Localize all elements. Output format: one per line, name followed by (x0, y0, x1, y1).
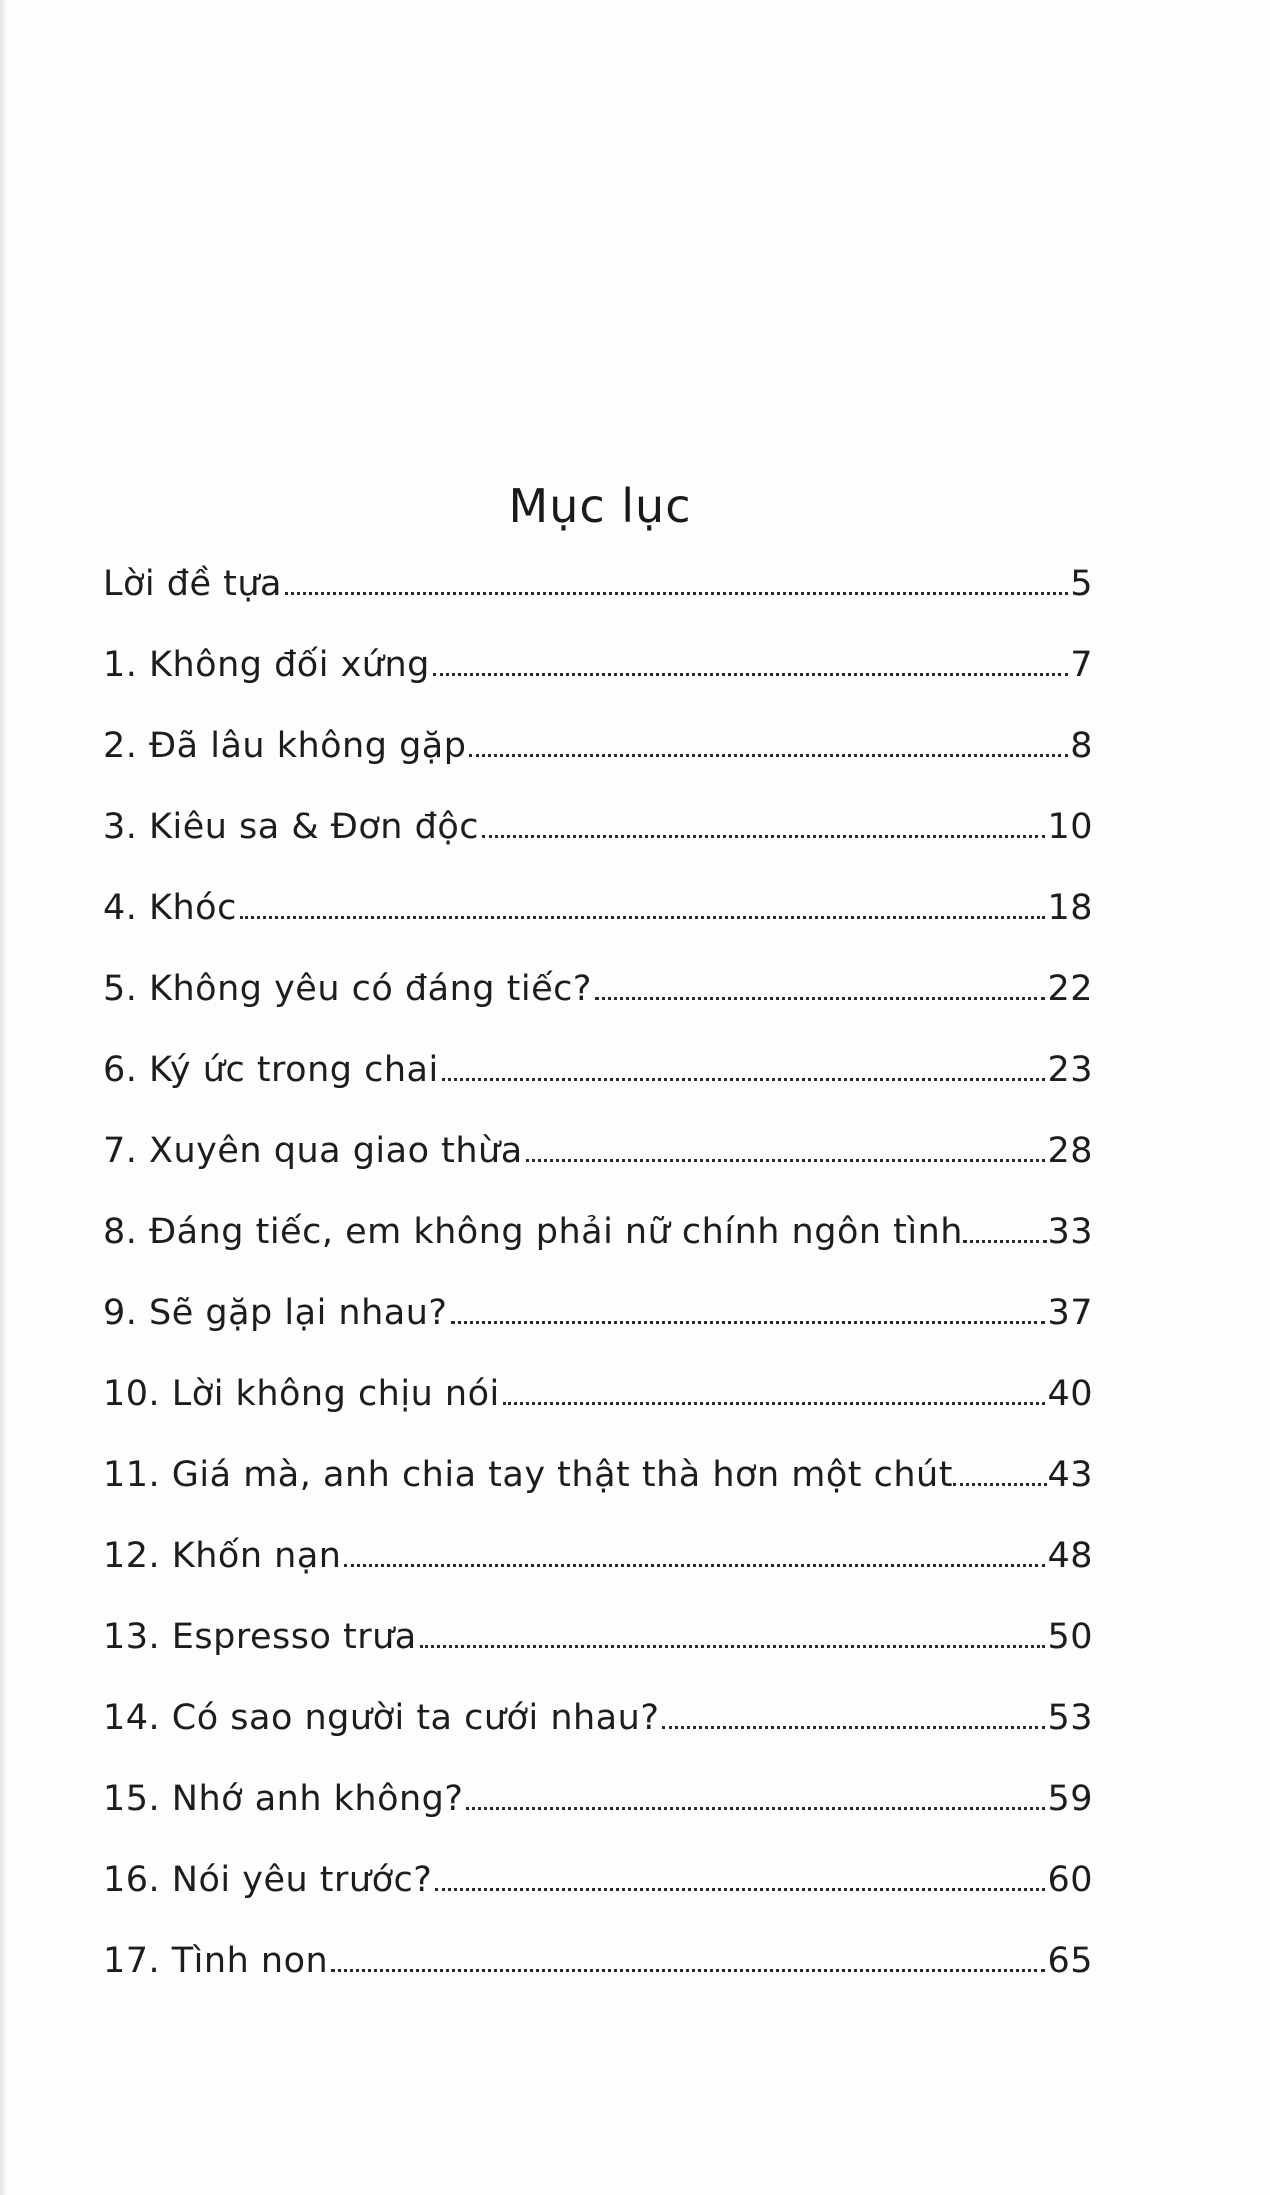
dot-leader (240, 916, 1046, 919)
toc-entry[interactable] (103, 562, 1093, 643)
toc-entry-title: 15. Nhớ anh không? (103, 1779, 464, 1819)
toc-entry[interactable] (103, 643, 1093, 724)
toc-entry[interactable] (103, 1777, 1093, 1858)
dot-leader (331, 1969, 1045, 1972)
dot-leader (662, 1726, 1045, 1729)
toc-entry-title: 16. Nói yêu trước? (103, 1860, 433, 1900)
toc-entry-title: 7. Xuyên qua giao thừa (103, 1131, 523, 1171)
toc-entry-page: 7 (1070, 645, 1093, 685)
dot-leader (963, 1240, 1047, 1243)
dot-leader (526, 1159, 1046, 1162)
toc-entry-title: 8. Đáng tiếc, em không phải nữ chính ngôn tình (103, 1212, 963, 1252)
dot-leader (285, 592, 1068, 595)
toc-entry[interactable] (103, 724, 1093, 805)
dot-leader (595, 997, 1046, 1000)
table-of-contents (103, 562, 1093, 2020)
toc-entry-page: 18 (1047, 888, 1093, 928)
toc-entry-title: 17. Tình non (103, 1941, 329, 1981)
toc-entry-title: 14. Có sao người ta cưới nhau? (103, 1698, 660, 1738)
toc-entry-title: 10. Lời không chịu nói (103, 1374, 500, 1414)
dot-leader (451, 1321, 1046, 1324)
dot-leader (433, 673, 1068, 676)
toc-entry[interactable] (103, 805, 1093, 886)
toc-entry-title: 9. Sẽ gặp lại nhau? (103, 1293, 448, 1333)
dot-leader (344, 1564, 1045, 1567)
toc-entry-page: 5 (1070, 564, 1093, 604)
toc-entry-page: 33 (1047, 1212, 1093, 1252)
toc-entry-page: 8 (1070, 726, 1093, 766)
toc-entry-title: 5. Không yêu có đáng tiếc? (103, 969, 592, 1009)
toc-entry-title: 12. Khốn nạn (103, 1536, 342, 1576)
toc-entry-page: 10 (1047, 807, 1093, 847)
toc-entry[interactable] (103, 1615, 1093, 1696)
dot-leader (466, 1807, 1045, 1810)
toc-entry-title: 13. Espresso trưa (103, 1617, 417, 1657)
toc-entry-page: 59 (1047, 1779, 1093, 1819)
toc-entry[interactable] (103, 1696, 1093, 1777)
dot-leader (435, 1888, 1045, 1891)
toc-entry-title: 11. Giá mà, anh chia tay thật thà hơn một chút (103, 1455, 953, 1495)
dot-leader (482, 835, 1045, 838)
toc-entry-title: 1. Không đối xứng (103, 645, 430, 685)
toc-entry[interactable] (103, 886, 1093, 967)
toc-entry-page: 22 (1047, 969, 1093, 1009)
toc-entry-page: 48 (1047, 1536, 1093, 1576)
toc-entry[interactable] (103, 1291, 1093, 1372)
toc-entry-title: 2. Đã lâu không gặp (103, 726, 467, 766)
dot-leader (503, 1402, 1046, 1405)
dot-leader (442, 1078, 1046, 1081)
dot-leader (953, 1483, 1048, 1486)
page-edge (0, 0, 6, 2195)
toc-entry-title: 4. Khóc (103, 888, 237, 928)
toc-entry[interactable] (103, 1453, 1093, 1534)
toc-entry-title: 3. Kiêu sa & Đơn độc (103, 807, 479, 847)
toc-entry-page: 23 (1047, 1050, 1093, 1090)
toc-entry-page: 53 (1047, 1698, 1093, 1738)
toc-entry[interactable] (103, 1129, 1093, 1210)
toc-entry-page: 37 (1047, 1293, 1093, 1333)
toc-entry[interactable] (103, 1048, 1093, 1129)
toc-entry-page: 43 (1047, 1455, 1093, 1495)
toc-entry[interactable] (103, 967, 1093, 1048)
toc-entry-title: 6. Ký ức trong chai (103, 1050, 439, 1090)
toc-entry-title: Lời đề tựa (103, 564, 282, 604)
toc-entry[interactable] (103, 1534, 1093, 1615)
toc-entry[interactable] (103, 1858, 1093, 1939)
dot-leader (469, 754, 1068, 757)
toc-entry-page: 65 (1047, 1941, 1093, 1981)
dot-leader (420, 1645, 1046, 1648)
toc-entry-page: 60 (1047, 1860, 1093, 1900)
toc-entry[interactable] (103, 1210, 1093, 1291)
toc-entry-page: 50 (1047, 1617, 1093, 1657)
toc-entry-page: 40 (1047, 1374, 1093, 1414)
page-title: Mục lục (508, 479, 692, 533)
toc-entry-page: 28 (1047, 1131, 1093, 1171)
toc-entry[interactable] (103, 1372, 1093, 1453)
toc-entry[interactable] (103, 1939, 1093, 2020)
